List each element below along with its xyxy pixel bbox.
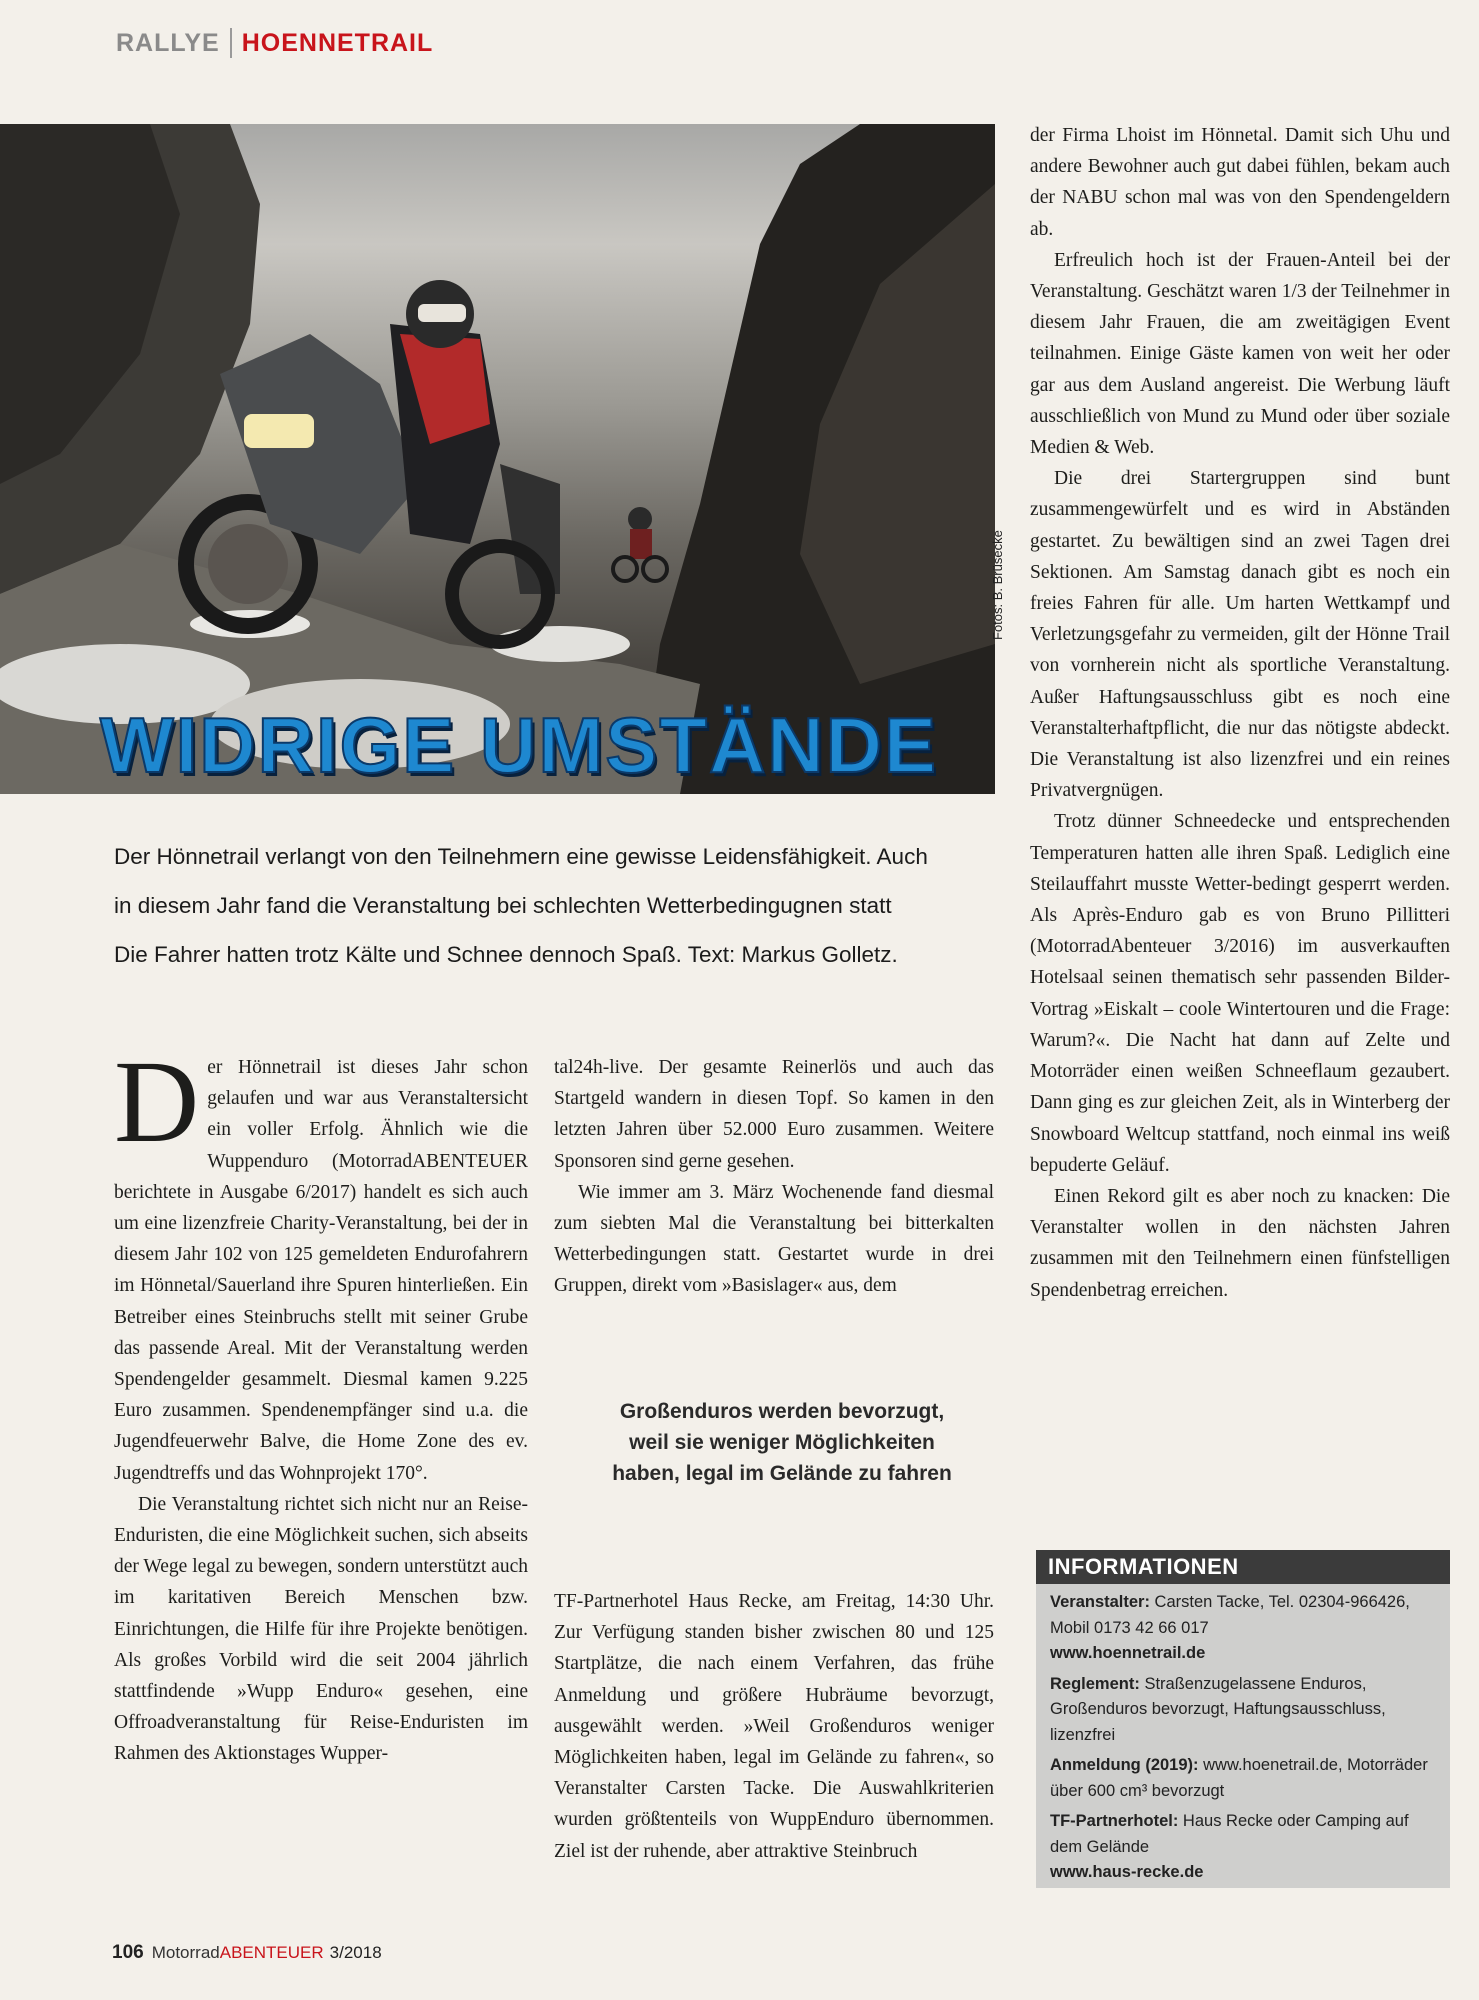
topic-label: HOENNETRAIL: [241, 28, 434, 57]
body-paragraph: Erfreulich hoch ist der Frauen-Anteil bei der Veranstaltung. Geschätzt waren 1/3 der Teilnehmer in diesem Jahr Frauen, die am zweitägigen Event teilnahmen. Einige Gäste kamen von weit her oder gar aus dem Ausland angereist. Die Werbung läuft ausschließlich von Mund zu Mund oder über soziale Medien & Web.: [1030, 249, 1450, 459]
deck-line: in diesem Jahr fand die Veranstaltung bei schlechten Wetterbedingugnen statt: [114, 893, 892, 918]
drop-cap: D: [114, 1036, 200, 1167]
body-paragraph: [114, 1036, 528, 1489]
body-column-3: [1030, 120, 1450, 1306]
magazine-name-part1: Motorrad: [151, 1943, 220, 1962]
hotel-website-link[interactable]: www.haus-recke.de: [1050, 1863, 1204, 1881]
info-rules: [1050, 1672, 1436, 1749]
pull-quote: Großenduros werden bevorzugt, weil sie weniger Möglichkeiten haben, legal im Gelände zu fahren: [612, 1400, 952, 1485]
info-text: Straßenzugelassene Enduros, Großenduros bevorzugt, Haftungsausschluss, lizenzfrei: [1050, 1674, 1386, 1744]
header-divider: [230, 28, 232, 58]
photo-credit: Fotos: B. Brüsecke: [990, 530, 1005, 640]
info-hotel: [1050, 1809, 1436, 1886]
info-text: Carsten Tacke, Tel. 02304-966426, Mobil 0173 42 66 017: [1050, 1593, 1410, 1637]
hero-photo: [0, 124, 995, 794]
section-label: RALLYE: [116, 28, 220, 57]
page-header: [116, 26, 433, 60]
page-footer: [112, 1942, 382, 1964]
magazine-name-part2: ABENTEUER: [219, 1943, 324, 1962]
info-text: www.hoenetrail.de, Motorräder über 600 cm³ bevorzugt: [1050, 1756, 1428, 1800]
hero-photo-illustration: [0, 124, 995, 794]
page-number: 106: [112, 1942, 144, 1963]
info-box-body: [1036, 1584, 1450, 1897]
body-paragraph: Trotz dünner Schneedecke und entsprechenden Temperaturen hatten alle ihren Spaß. Lediglich eine Steilauffahrt musste Wetter-bedingt gesperrt werden. Als Après-Enduro gab es von Bruno Pillitteri (MotorradAbenteuer 3/2016) im ausverkauften Hotelsaal seinen thematisch sehr passenden Bilder-Vortrag »Eiskalt – coole Wintertouren und die Frage: Warum?«. Die Nacht hat dann auf Zelte und Motorräder einen weißen Schneeflaum gezaubert. Dann ging es zur gleichen Zeit, als in Winterberg der Snowboard Weltcup stattfand, noch einmal ins weiß bepuderte Geläuf.: [1030, 811, 1450, 1176]
info-organizer: [1050, 1590, 1436, 1667]
body-paragraph: Einen Rekord gilt es aber noch zu knacken: Die Veranstalter wollen in den nächsten Jahren zusammen mit den Teilnehmern einen fünfstelligen Spendenbetrag erreichen.: [1030, 1185, 1450, 1301]
info-label: Veranstalter:: [1050, 1593, 1150, 1611]
body-paragraph: Die Veranstaltung richtet sich nicht nur an Reise-Enduristen, die eine Möglichkeit suchen, sich abseits der Wege legal zu bewegen, sondern unterstützt auch im karitativen Bereich Menschen bzw. Einrichtungen, die Hilfe für ihre Projekte benötigen. Als großes Vorbild wird die seit 2004 jährlich stattfindende »Wupp Enduro« gesehen, eine Offroadveranstaltung für Reise-Enduristen im Rahmen des Aktionstages Wupper-: [114, 1493, 528, 1765]
info-box-title: INFORMATIONEN: [1036, 1550, 1450, 1584]
body-paragraph: der Firma Lhoist im Hönnetal. Damit sich Uhu und andere Bewohner auch gut dabei fühlen, bekam auch der NABU schon mal was von den Spendengeldern ab.: [1030, 125, 1450, 240]
info-text: Haus Recke oder Camping auf dem Gelände: [1050, 1812, 1409, 1856]
body-paragraph: TF-Partnerhotel Haus Recke, am Freitag, 14:30 Uhr. Zur Verfügung standen bisher zwischen 80 und 125 Startplätze, die nach einem Verfahren, das frühe Anmeldung und größere Hubräume bevorzugt, ausgewählt werden. »Weil Großenduros weniger Möglichkeiten haben, legal im Gelände zu fahren«, so Veranstalter Carsten Tacke. Die Auswahlkriterien wurden größtenteils von WuppEnduro übernommen. Ziel ist der ruhende, aber attraktive Steinbruch: [554, 1591, 994, 1862]
organizer-website-link[interactable]: www.hoennetrail.de: [1050, 1644, 1206, 1662]
body-column-1: [114, 1036, 528, 1770]
info-label: Reglement:: [1050, 1674, 1140, 1693]
article-deck: [114, 832, 994, 979]
deck-line: Die Fahrer hatten trotz Kälte und Schnee dennoch Spaß. Text: Markus Golletz.: [114, 942, 898, 967]
info-box: [1036, 1550, 1450, 1888]
info-label: Anmeldung (2019):: [1050, 1756, 1199, 1774]
body-column-2-continued: [554, 1586, 994, 1867]
info-label: TF-Partnerhotel:: [1050, 1812, 1179, 1830]
body-column-2: [554, 1052, 994, 1302]
body-paragraph: Die drei Startergruppen sind bunt zusammengewürfelt und es wird in Abständen gestartet. Zu bewältigen sind an zwei Tagen drei Sektionen. Am Samstag danach gibt es noch ein freies Fahren für alle. Um harten Wettkampf und Verletzungsgefahr zu vermeiden, gilt der Hönne Trail von vornherein nicht als sportliche Veranstaltung. Außer Haftungsausschluss gibt es noch eine Veranstalterhaftpflicht, die nur das nötigste abdeckt. Die Veranstaltung ist also lizenzfrei und ein reines Privatvergnügen.: [1030, 468, 1450, 802]
body-paragraph: tal24h-live. Der gesamte Reinerlös und auch das Startgeld wandern in diesen Topf. So kamen in den letzten Jahren über 52.000 Euro zusammen. Weitere Sponsoren sind gerne gesehen.: [554, 1057, 994, 1172]
deck-line: Der Hönnetrail verlangt von den Teilnehmern eine gewisse Leidensfähigkeit. Auch: [114, 844, 928, 869]
body-paragraph: Wie immer am 3. März Wochenende fand diesmal zum siebten Mal die Veranstaltung bei bitterkalten Wetterbedingungen statt. Gestartet wurde in drei Gruppen, direkt vom »Basislager« aus, dem: [554, 1181, 994, 1297]
headline: WIDRIGE UMSTÄNDE: [100, 701, 938, 789]
paragraph-text: er Hönnetrail ist dieses Jahr schon gelaufen und war aus Veranstaltersicht ein voller Erfolg. Ähnlich wie die Wuppenduro (MotorradABENTEUER berichtete in Ausgabe 6/2017) handelt es sich auch um eine lizenzfreie Charity-Veranstaltung, bei der in diesem Jahr 102 von 125 gemeldeten Endurofahrern im Hönnetal/Sauerland ihre Spuren hinterließen. Ein Betreiber eines Steinbruchs stellt mit seiner Grube das passende Areal. Mit der Veranstaltung werden Spendengelder gesammelt. Diesmal kamen 9.225 Euro zusammen. Spendenempfänger sind u.a. die Jugendfeuerwehr Balve, die Home Zone des ev. Jugendtreffs und das Wohnprojekt 170°.: [114, 1057, 528, 1484]
info-registration: [1050, 1753, 1436, 1804]
issue-number: 3/2018: [329, 1943, 382, 1962]
